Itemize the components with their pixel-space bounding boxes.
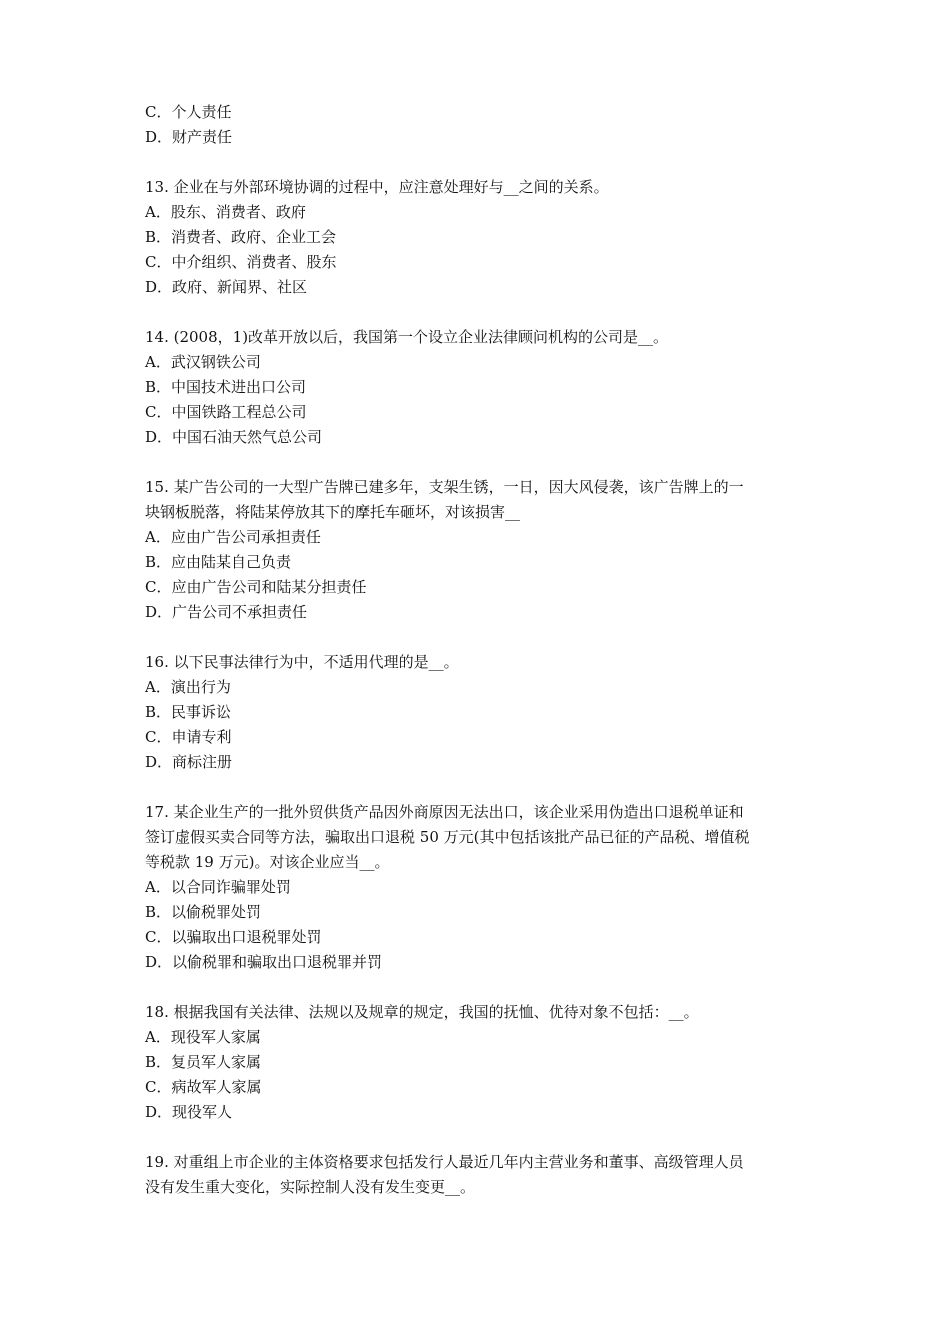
question-19-stem-line-1: 19. 对重组上市企业的主体资格要求包括发行人最近几年内主营业务和董事、高级管理人员 [145,1153,744,1171]
question-19-stem-line-2: 没有发生重大变化，实际控制人没有发生变更__。 [145,1178,476,1196]
spacer [145,300,815,325]
option-c: C．个人责任 [145,103,232,121]
question-14-option-b: B．中国技术进出口公司 [145,378,307,396]
question-15-option-b: B．应由陆某自己负责 [145,553,292,571]
question-14-option-d: D．中国石油天然气总公司 [145,428,323,446]
question-15-option-d: D．广告公司不承担责任 [145,603,308,621]
question-13-option-b: B．消费者、政府、企业工会 [145,228,337,246]
option-d: D．财产责任 [145,128,233,146]
question-16-stem: 16. 以下民事法律行为中，不适用代理的是__。 [145,653,459,671]
spacer [145,625,815,650]
question-15-stem-line-2: 块钢板脱落，将陆某停放其下的摩托车砸坏，对该损害__ [145,503,521,521]
question-17-option-b: B．以偷税罪处罚 [145,903,262,921]
question-16-option-d: D．商标注册 [145,753,233,771]
spacer [145,150,815,175]
question-17-option-c: C．以骗取出口退税罪处罚 [145,928,322,946]
question-16-option-a: A．演出行为 [145,678,231,696]
question-15-option-c: C．应由广告公司和陆某分担责任 [145,578,367,596]
question-14-stem: 14. (2008，1)改革开放以后，我国第一个设立企业法律顾问机构的公司是__。 [145,328,669,346]
question-15-stem-line-1: 15. 某广告公司的一大型广告牌已建多年，支架生锈，一日，因大风侵袭，该广告牌上的一 [145,478,744,496]
question-16-option-b: B．民事诉讼 [145,703,232,721]
question-17-stem-line-2: 签订虚假买卖合同等方法，骗取出口退税 50 万元(其中包括该批产品已征的产品税、增值税 [145,828,750,846]
spacer [145,775,815,800]
question-14-option-c: C．中国铁路工程总公司 [145,403,307,421]
question-18-option-b: B．复员军人家属 [145,1053,262,1071]
spacer [145,1125,815,1150]
spacer [145,975,815,1000]
question-17-stem-line-3: 等税款 19 万元)。对该企业应当__。 [145,853,390,871]
question-18-stem: 18. 根据我国有关法律、法规以及规章的规定，我国的抚恤、优待对象不包括：__。 [145,1003,699,1021]
question-13-option-d: D．政府、新闻界、社区 [145,278,308,296]
question-13-option-c: C．中介组织、消费者、股东 [145,253,337,271]
spacer [145,450,815,475]
question-14-option-a: A．武汉钢铁公司 [145,353,261,371]
question-18-option-a: A．现役军人家属 [145,1028,261,1046]
question-17-option-d: D．以偷税罪和骗取出口退税罪并罚 [145,953,383,971]
question-16-option-c: C．申请专利 [145,728,232,746]
question-13-stem: 13. 企业在与外部环境协调的过程中，应注意处理好与__之间的关系。 [145,178,609,196]
question-15-option-a: A．应由广告公司承担责任 [145,528,321,546]
document-body [145,100,815,1200]
question-13-option-a: A．股东、消费者、政府 [145,203,306,221]
question-18-option-c: C．病故军人家属 [145,1078,262,1096]
question-17-option-a: A．以合同诈骗罪处罚 [145,878,291,896]
question-17-stem-line-1: 17. 某企业生产的一批外贸供货产品因外商原因无法出口，该企业采用伪造出口退税单证和 [145,803,744,821]
question-18-option-d: D．现役军人 [145,1103,233,1121]
